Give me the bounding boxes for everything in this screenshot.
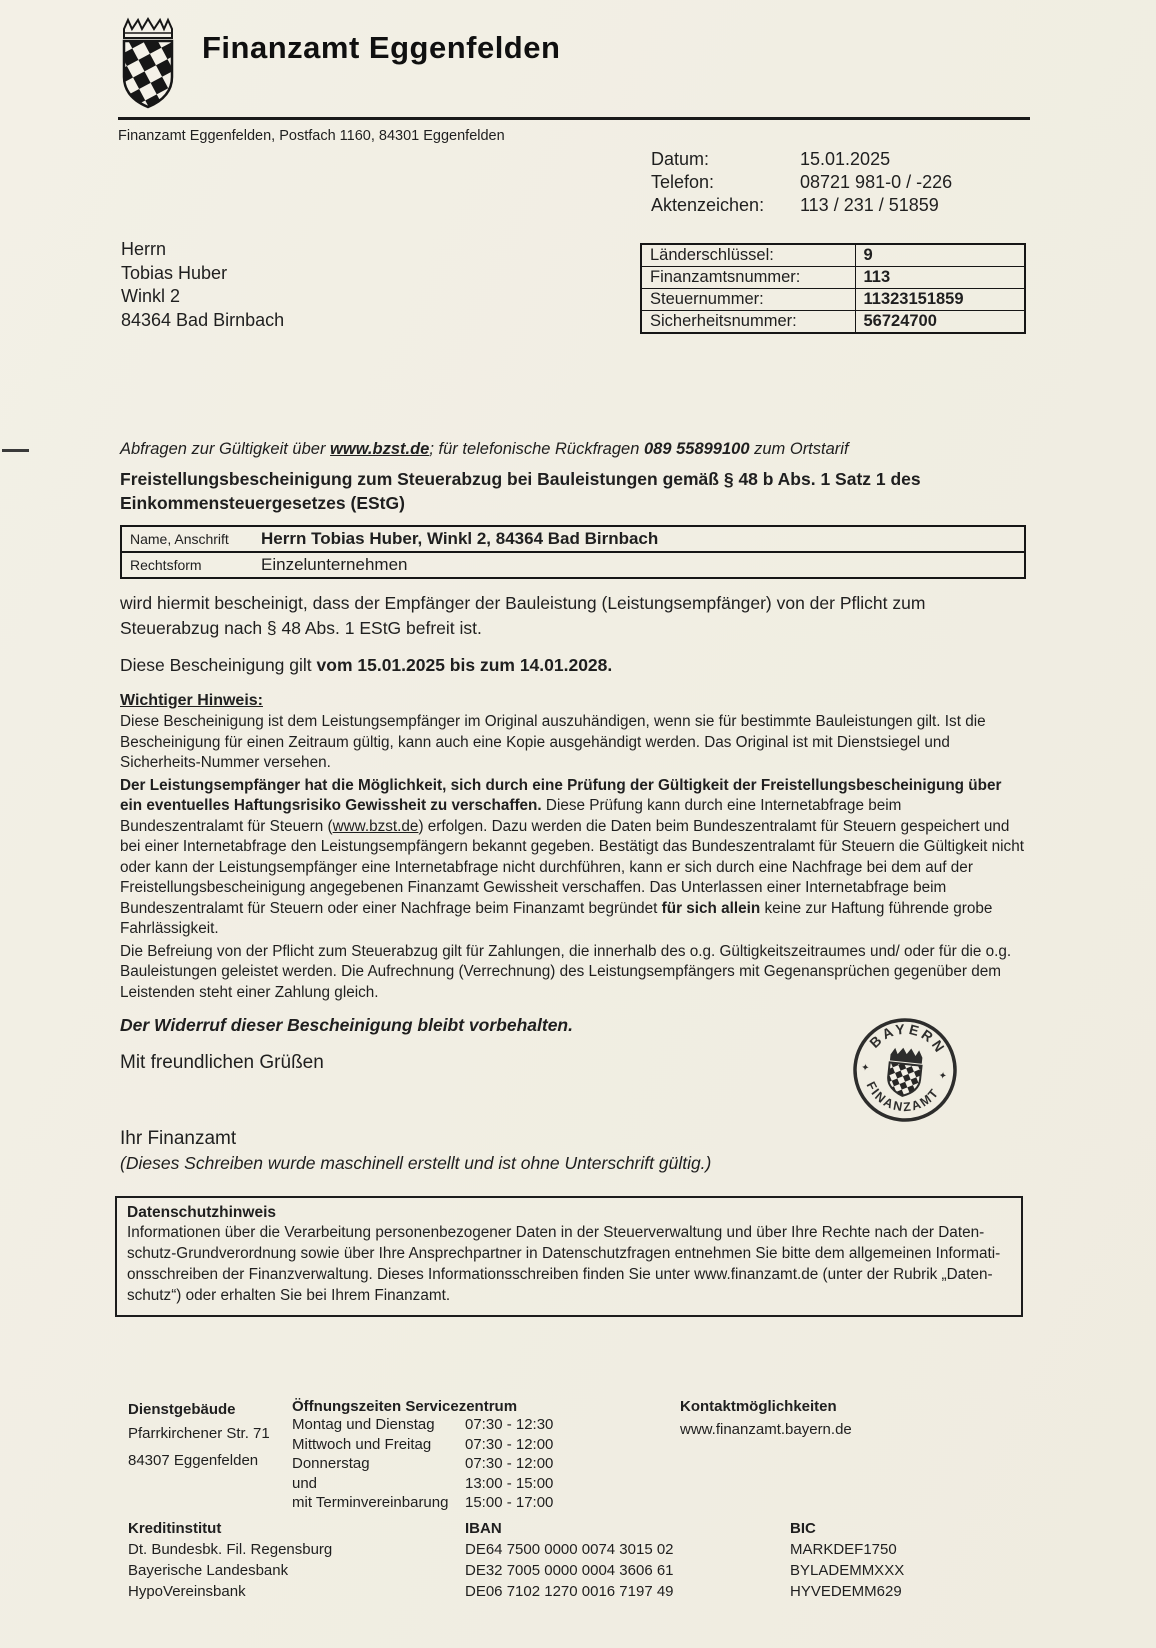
meta-block xyxy=(651,148,952,217)
row-value: Herrn Tobias Huber, Winkl 2, 84364 Bad Birnbach xyxy=(261,529,659,548)
hours-row xyxy=(292,1493,553,1513)
validity-phone: 089 55899100 xyxy=(643,440,750,458)
validity-text: zum Ortstarif xyxy=(749,440,849,458)
taxpayer-details-table xyxy=(120,525,1026,579)
privacy-line: schutz“) oder erhalten Sie bei Ihrem Finanzamt. xyxy=(127,1287,451,1304)
hours-time: 13:00 - 15:00 xyxy=(465,1474,554,1492)
notice-paragraph-2 xyxy=(120,776,1026,940)
privacy-heading: Datenschutzhinweis xyxy=(127,1204,276,1221)
hours-row xyxy=(292,1435,553,1455)
notice-text: keine zur Haftung führende grobe Fahrlässigkeit. xyxy=(120,899,993,937)
meta-value: 113 / 231 / 51859 xyxy=(800,195,939,215)
hours-row xyxy=(292,1415,553,1435)
meta-label: Telefon: xyxy=(651,172,715,192)
letter-body xyxy=(120,440,1026,1036)
row-label: Steuernummer: xyxy=(641,289,855,311)
meta-value: 15.01.2025 xyxy=(800,149,891,169)
seal-bottom-text: FINANZAMT xyxy=(863,1079,943,1115)
table-row xyxy=(641,289,1025,311)
bank-details-block xyxy=(128,1518,1028,1602)
notice-paragraph-3: Die Befreiung von der Pflicht zum Steuerabzug gilt für Zahlungen, die innerhalb des o.g. Gültigkeitszeitraumes und/ oder für die o.g. Bauleistungen geleistet werden. Die Aufrechnung (Verrechnung) des Leistungsempfängers mit Gegenansprüchen gegenüber dem Leistenden steht einer Zahlung gleich. xyxy=(120,942,1012,1001)
seal-icon xyxy=(846,1011,965,1130)
bank-name: HypoVereinsbank xyxy=(128,1583,246,1600)
validity-text: ; für telefonische Rückfragen xyxy=(429,440,644,458)
closing-greeting: Mit freundlichen Grüßen xyxy=(120,1052,324,1073)
hours-day: und xyxy=(292,1474,318,1492)
coat-of-arms-icon xyxy=(114,14,182,114)
notice-bold-phrase: für sich allein xyxy=(661,899,761,917)
privacy-notice-box xyxy=(115,1196,1023,1317)
notice-heading: Wichtiger Hinweis: xyxy=(120,692,263,709)
office-building-block xyxy=(128,1401,270,1472)
row-value: 9 xyxy=(855,244,1025,267)
validity-period xyxy=(120,655,1026,676)
header-divider xyxy=(118,117,1030,120)
fold-mark xyxy=(2,449,29,452)
bank-header-row xyxy=(128,1518,1028,1539)
table-row xyxy=(641,311,1025,334)
office-line: Pfarrkirchener Str. 71 xyxy=(128,1425,270,1442)
period-text: Diese Bescheinigung gilt xyxy=(120,655,317,675)
row-value: 56724700 xyxy=(855,311,1025,334)
office-line: 84307 Eggenfelden xyxy=(128,1452,259,1469)
row-label: Name, Anschrift xyxy=(130,531,229,547)
notice-bold-lead: Der Leistungsempfänger hat die Möglichkeit, sich durch eine Prüfung der Gültigkeit der Freistellungsbescheinigung über ein eventuelles Haftungsrisiko Gewissheit zu verschaffen. xyxy=(120,776,1002,814)
seal-left-diamond: ✦ xyxy=(860,1062,870,1075)
row-label: Sicherheitsnummer: xyxy=(641,311,855,334)
bic-col-heading: BIC xyxy=(790,1520,816,1537)
bank-iban: DE64 7500 0000 0074 3015 02 xyxy=(465,1541,674,1558)
recipient-line: Tobias Huber xyxy=(121,262,228,283)
contact-block xyxy=(680,1398,852,1438)
seal-top-text: BAYERN xyxy=(866,1020,950,1058)
revocation-clause: Der Widerruf dieser Bescheinigung bleibt vorbehalten. xyxy=(120,1015,573,1035)
privacy-line: onsschreiben der Finanzverwaltung. Dieses Informationsschreiben finden Sie unter www.finanzamt.de (unter der Rubrik „Daten- xyxy=(127,1266,993,1283)
hours-heading: Öffnungszeiten Servicezentrum xyxy=(292,1398,518,1415)
bank-bic: HYVEDEMM629 xyxy=(790,1583,902,1600)
meta-row-datum xyxy=(651,148,952,171)
bzst-url: www.bzst.de xyxy=(332,817,419,835)
bank-iban: DE32 7005 0000 0004 3606 61 xyxy=(465,1562,674,1579)
validity-query-line xyxy=(120,440,1026,459)
bzst-url: www.bzst.de xyxy=(330,440,430,458)
seal-right-diamond: ✦ xyxy=(937,1070,948,1083)
hours-day: Donnerstag xyxy=(292,1455,370,1472)
validity-text: Abfragen zur Gültigkeit über xyxy=(120,440,331,458)
hours-time: 07:30 - 12:00 xyxy=(465,1435,554,1453)
subject-heading xyxy=(120,467,1026,515)
bavaria-coat-of-arms-logo xyxy=(114,14,182,114)
machine-generated-note: (Dieses Schreiben wurde maschinell erstellt und ist ohne Unterschrift gültig.) xyxy=(120,1153,712,1173)
opening-hours-block xyxy=(292,1398,553,1513)
notice-paragraph-1: Diese Bescheinigung ist dem Leistungsempfänger im Original auszuhändigen, wenn sie für bestimmte Bauleistungen gilt. Ist die Bescheinigung für einen Zeitraum gültig, kann auch eine Kopie ausgehändigt werden. Das Original ist mit Dienstsiegel und Sicherheits-Nummer versehen. xyxy=(120,713,986,771)
contact-heading: Kontaktmöglichkeiten xyxy=(680,1398,837,1415)
recipient-line: Herrn xyxy=(121,239,167,259)
meta-row-telefon xyxy=(651,171,952,194)
hours-time: 07:30 - 12:00 xyxy=(465,1455,554,1472)
notice-text: ) erfolgen. Dazu werden die Daten beim Bundeszentralamt für Steuern gespeichert und bei einer Internetabfrage den Leistungsempfängern bekannt gegeben. Bestätigt das Bundeszentralamt für Steuern die Gültigkeit nicht oder kann der Leistungsempfänger eine Internetabfrage nicht durchführen, kann er sich durch eine Nachfrage bei dem auf der Freistellungsbescheinigung angegebenen Finanzamt Gewissheit verschaffen. Das Unterlassen einer Internetabfrage beim Bundeszentralamt für Steuern oder einer Nachfrage beim Finanzamt begründet xyxy=(120,817,1024,917)
bank-bic: BYLADEMMXXX xyxy=(790,1562,905,1579)
privacy-line: Informationen über die Verarbeitung personenbezogener Daten in der Steuerverwaltung und über Ihre Rechte nach der Daten- xyxy=(127,1224,985,1241)
meta-row-aktenzeichen xyxy=(651,194,952,217)
hours-day: mit Terminvereinbarung xyxy=(292,1494,449,1511)
certification-text: wird hiermit bescheinigt, dass der Empfänger der Bauleistung (Leistungsempfänger) von der Pflicht zum Steuerabzug nach § 48 Abs. 1 EStG befreit ist. xyxy=(120,593,926,638)
bank-bic: MARKDEF1750 xyxy=(790,1541,897,1558)
notice-text: Diese Prüfung kann durch eine Internetabfrage beim Bundeszentralamt für Steuern ( xyxy=(120,797,902,835)
bank-col-heading: Kreditinstitut xyxy=(128,1520,222,1537)
bank-row xyxy=(128,1539,1028,1560)
privacy-line: schutz-Grundverordnung sowie über Ihre Ansprechpartner in Datenschutzfragen entnehmen Sie bitte dem allgemeinen Informati- xyxy=(127,1245,1001,1262)
hours-row xyxy=(292,1474,553,1494)
subject-line: Einkommensteuergesetzes (EStG) xyxy=(120,493,405,513)
table-row xyxy=(121,526,1025,552)
signature-name: Ihr Finanzamt xyxy=(120,1128,237,1149)
iban-col-heading: IBAN xyxy=(465,1520,502,1537)
row-label: Finanzamtsnummer: xyxy=(641,267,855,289)
row-value: 113 xyxy=(855,267,1025,289)
meta-value: 08721 981-0 / -226 xyxy=(800,172,953,192)
bank-name: Bayerische Landesbank xyxy=(128,1562,289,1579)
hours-day: Mittwoch und Freitag xyxy=(292,1435,432,1453)
contact-website: www.finanzamt.bayern.de xyxy=(680,1421,852,1438)
row-value: 11323151859 xyxy=(855,289,1025,311)
period-dates: vom 15.01.2025 bis zum 14.01.2028. xyxy=(316,655,613,675)
signature-block xyxy=(120,1128,711,1174)
hours-day: Montag und Dienstag xyxy=(292,1416,435,1433)
bank-name: Dt. Bundesbk. Fil. Regensburg xyxy=(128,1541,333,1558)
row-label: Länderschlüssel: xyxy=(641,244,855,267)
sender-address-line: Finanzamt Eggenfelden, Postfach 1160, 84301 Eggenfelden xyxy=(118,128,505,144)
tax-numbers-table xyxy=(640,243,1026,334)
recipient-address xyxy=(121,238,284,332)
page-title: Finanzamt Eggenfelden xyxy=(202,30,561,65)
table-row xyxy=(641,244,1025,267)
table-row xyxy=(641,267,1025,289)
hours-time: 07:30 - 12:30 xyxy=(465,1416,554,1433)
meta-label: Aktenzeichen: xyxy=(651,195,765,215)
table-row xyxy=(121,552,1025,578)
bank-iban: DE06 7102 1270 0016 7197 49 xyxy=(465,1583,674,1600)
row-value: Einzelunternehmen xyxy=(253,552,1025,578)
hours-time: 15:00 - 17:00 xyxy=(465,1494,554,1511)
finanzamt-bayern-seal xyxy=(846,1011,965,1130)
important-notice xyxy=(120,692,1026,1003)
meta-label: Datum: xyxy=(651,149,710,169)
row-label: Rechtsform xyxy=(121,552,253,578)
bank-row xyxy=(128,1581,1028,1602)
recipient-line: Winkl 2 xyxy=(121,286,181,306)
recipient-line: 84364 Bad Birnbach xyxy=(121,309,285,330)
bank-row xyxy=(128,1560,1028,1581)
office-heading: Dienstgebäude xyxy=(128,1401,236,1418)
subject-line: Freistellungsbescheinigung zum Steuerabzug bei Bauleistungen gemäß § 48 b Abs. 1 Satz 1 des xyxy=(120,469,921,489)
hours-row xyxy=(292,1454,553,1474)
